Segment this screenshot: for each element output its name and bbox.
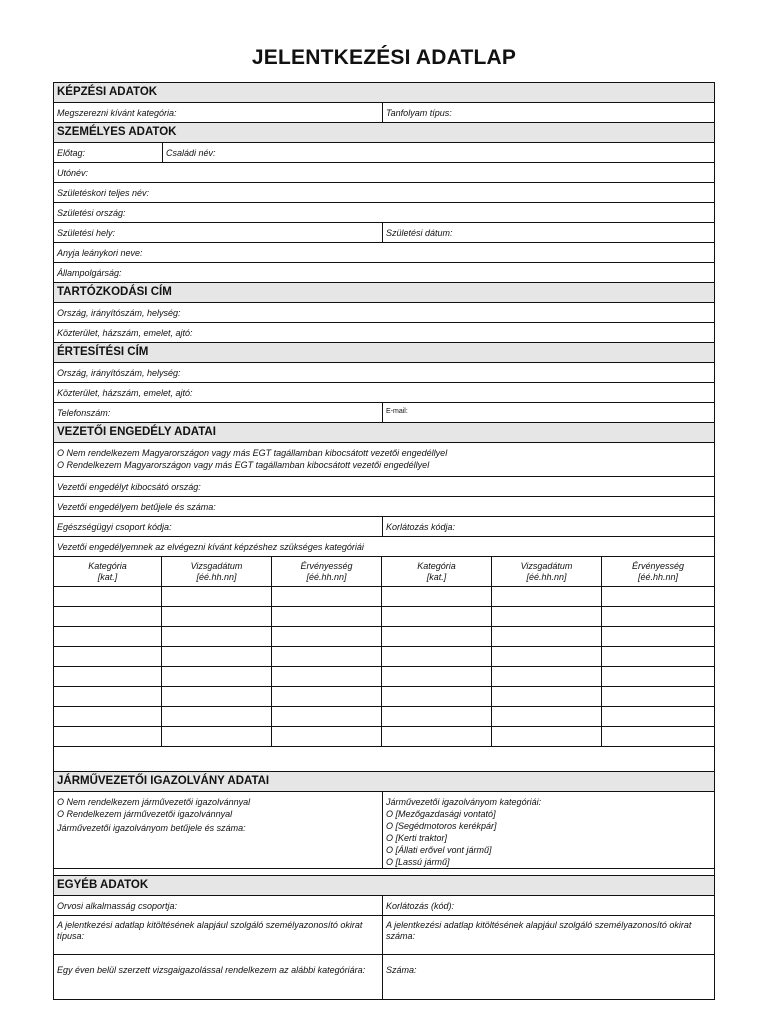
header-format: [kat.] [97, 572, 118, 582]
section-jarmuvezetoi [54, 771, 714, 792]
table-cell[interactable] [492, 627, 602, 647]
table-cell[interactable] [382, 627, 492, 647]
table-cell[interactable] [54, 627, 162, 647]
table-cell[interactable] [54, 647, 162, 667]
section-title: TARTÓZKODÁSI CÍM [57, 286, 172, 298]
field-ertesitesi-kozterulet[interactable]: Közterület, házszám, emelet, ajtó: [57, 388, 193, 398]
application-form [53, 82, 715, 1000]
table-cell[interactable] [382, 647, 492, 667]
radio-rendelkezem-jarmu[interactable]: O Rendelkezem járművezetői igazolvánnyal [57, 809, 233, 819]
table-cell[interactable] [272, 607, 382, 627]
row-kategoria [54, 103, 714, 123]
table-cell[interactable] [382, 727, 492, 747]
table-cell[interactable] [54, 667, 162, 687]
header-label: Kategória [417, 561, 456, 571]
table-cell[interactable] [492, 607, 602, 627]
table-cell[interactable] [602, 647, 714, 667]
section-title: VEZETŐI ENGEDÉLY ADATAI [57, 426, 216, 438]
table-cell[interactable] [602, 627, 714, 647]
header-label: Érvényesség [300, 561, 353, 571]
jarmu-block [54, 792, 714, 869]
field-email[interactable]: E-mail: [382, 403, 714, 422]
table-cell[interactable] [54, 727, 162, 747]
field-korlatozas-kodja[interactable]: Korlátozás kódja: [382, 517, 714, 536]
row-nev [54, 143, 714, 163]
table-cell[interactable] [272, 707, 382, 727]
field-tanfolyam[interactable]: Tanfolyam típus: [382, 103, 714, 122]
table-cell[interactable] [602, 707, 714, 727]
field-csaladi-nev[interactable]: Családi név: [162, 143, 714, 162]
table-header [492, 557, 602, 587]
section-title: SZEMÉLYES ADATOK [57, 126, 177, 138]
field-engedely-betujel[interactable]: Vezetői engedélyem betűjele és száma: [57, 502, 216, 512]
table-cell[interactable] [382, 687, 492, 707]
field-tartozkodasi-kozterulet[interactable]: Közterület, házszám, emelet, ajtó: [57, 328, 193, 338]
table-cell[interactable] [272, 587, 382, 607]
table-cell[interactable] [492, 687, 602, 707]
checkbox-kerti-traktor[interactable]: O [Kerti traktor] [386, 833, 448, 843]
section-title: KÉPZÉSI ADATOK [57, 86, 158, 98]
checkbox-lassu-jarmu[interactable]: O [Lassú jármű] [386, 857, 450, 867]
jarmu-left [54, 792, 382, 868]
table-cell[interactable] [272, 687, 382, 707]
table-cell[interactable] [602, 667, 714, 687]
table-cell[interactable] [382, 667, 492, 687]
field-utonev[interactable]: Utónév: [57, 168, 89, 178]
table-cell[interactable] [162, 727, 272, 747]
section-egyeb [54, 875, 714, 896]
table-header [162, 557, 272, 587]
header-label: Vizsgadátum [520, 561, 573, 571]
table-cell[interactable] [272, 627, 382, 647]
radio-rendelkezem-vezetoi[interactable]: O Rendelkezem Magyarországon vagy más EGT tagállamban kibocsátott vezetői engedéllyel [57, 460, 430, 470]
field-szuletesi-datum[interactable]: Születési dátum: [382, 223, 714, 242]
table-cell[interactable] [492, 587, 602, 607]
header-format: [éé.hh.nn] [196, 572, 237, 582]
section-ertesitesi [54, 343, 714, 363]
field-kategoria[interactable]: Megszerezni kívánt kategória: [57, 108, 177, 118]
table-cell[interactable] [162, 607, 272, 627]
field-korlatozas-kod[interactable]: Korlátozás (kód): [382, 896, 714, 915]
section-title: JÁRMŰVEZETŐI IGAZOLVÁNY ADATAI [57, 775, 270, 787]
field-anyja-neve[interactable]: Anyja leánykori neve: [57, 248, 143, 258]
table-cell[interactable] [492, 707, 602, 727]
table-cell[interactable] [272, 727, 382, 747]
table-header [602, 557, 714, 587]
field-orvosi-alkalmassag[interactable]: Orvosi alkalmasság csoportja: [57, 901, 178, 911]
table-cell[interactable] [54, 707, 162, 727]
table-cell[interactable] [54, 687, 162, 707]
header-format: [éé.hh.nn] [637, 572, 679, 582]
checkbox-segedmotoros-kerekpar[interactable]: O [Segédmotoros kerékpár] [386, 821, 497, 831]
table-cell[interactable] [272, 667, 382, 687]
table-cell[interactable] [162, 707, 272, 727]
field-telefonszam[interactable]: Telefonszám: [57, 408, 111, 418]
table-cell[interactable] [382, 607, 492, 627]
field-elotag[interactable]: Előtag: [57, 148, 86, 158]
checkbox-mezogazdasagi-vontato[interactable]: O [Mezőgazdasági vontató] [386, 809, 496, 819]
table-cell[interactable] [492, 647, 602, 667]
table-cell[interactable] [162, 587, 272, 607]
table-cell[interactable] [602, 727, 714, 747]
jarmu-kategoriai-title: Járművezetői igazolványom kategóriái: [386, 797, 542, 807]
table-cell[interactable] [492, 727, 602, 747]
header-label: Kategória [88, 561, 127, 571]
section-vezetoi [54, 423, 714, 443]
header-format: [éé.hh.nn] [526, 572, 567, 582]
field-szama[interactable]: Száma: [382, 955, 714, 999]
field-tartozkodasi-orszag[interactable]: Ország, irányítószám, helység: [57, 308, 181, 318]
field-jarmu-betujel[interactable]: Járművezetői igazolványom betűjele és száma: [57, 823, 246, 833]
vezetoi-radio-group [54, 443, 714, 477]
field-szuletesi-orszag[interactable]: Születési ország: [57, 208, 126, 218]
field-kategoriai-label: Vezetői engedélyemnek az elvégezni kívánt képzéshez szükséges kategóriái [57, 542, 364, 552]
section-title: ÉRTESÍTÉSI CÍM [57, 346, 149, 358]
header-format: [éé.hh.nn] [306, 572, 347, 582]
field-ertesitesi-orszag[interactable]: Ország, irányítószám, helység: [57, 368, 181, 378]
header-label: Érvényesség [631, 561, 685, 571]
radio-nem-rendelkezem-jarmu[interactable]: O Nem rendelkezem járművezetői igazolvánnyal [57, 797, 251, 807]
table-cell[interactable] [382, 707, 492, 727]
table-cell[interactable] [162, 687, 272, 707]
table-cell[interactable] [162, 647, 272, 667]
table-cell[interactable] [602, 607, 714, 627]
field-egeszsegugyi-csoport[interactable]: Egészségügyi csoport kódja: [57, 522, 172, 532]
field-allampolgarsag[interactable]: Állampolgárság: [57, 268, 122, 278]
section-kepzesi [54, 83, 714, 103]
radio-nem-rendelkezem-vezetoi[interactable]: O Nem rendelkezem Magyarországon vagy más EGT tagállamban kibocsátott vezetői engedéllyel [57, 448, 448, 458]
table-cell[interactable] [272, 647, 382, 667]
table-cell[interactable] [162, 667, 272, 687]
table-header [54, 557, 162, 587]
header-label: Vizsgadátum [190, 561, 243, 571]
field-szuleteskori-nev[interactable]: Születéskori teljes név: [57, 188, 150, 198]
page-title: JELENTKEZÉSI ADATLAP [251, 46, 517, 69]
table-cell[interactable] [382, 587, 492, 607]
header-format: [kat.] [426, 572, 447, 582]
table-cell[interactable] [602, 687, 714, 707]
table-cell[interactable] [54, 607, 162, 627]
table-header [382, 557, 492, 587]
section-title: EGYÉB ADATOK [57, 879, 149, 891]
table-cell[interactable] [54, 587, 162, 607]
field-szuletesi-hely[interactable]: Születési hely: [57, 228, 116, 238]
section-szemelyes [54, 123, 714, 143]
table-header [272, 557, 382, 587]
table-cell[interactable] [602, 587, 714, 607]
kategoria-table-body [54, 587, 714, 747]
table-cell[interactable] [162, 627, 272, 647]
field-kibocsato-orszag[interactable]: Vezetői engedélyt kibocsátó ország: [57, 482, 201, 492]
jarmu-right [382, 792, 714, 868]
checkbox-allati-erovel-vont[interactable]: O [Állati erővel vont jármű] [386, 845, 492, 855]
field-vizsgaigazolas[interactable]: Egy éven belül szerzett vizsgaigazolással rendelkezem az alábbi kategóriára: [57, 965, 366, 975]
field-okirat-szama[interactable]: A jelentkezési adatlap kitöltésének alapjául szolgáló személyazonosító okirat száma: [382, 916, 714, 954]
kategoria-table [54, 557, 714, 587]
field-okirat-tipusa[interactable]: A jelentkezési adatlap kitöltésének alapjául szolgáló személyazonosító okirat típusa: [57, 920, 363, 941]
table-cell[interactable] [492, 667, 602, 687]
section-tartozkodasi [54, 283, 714, 303]
